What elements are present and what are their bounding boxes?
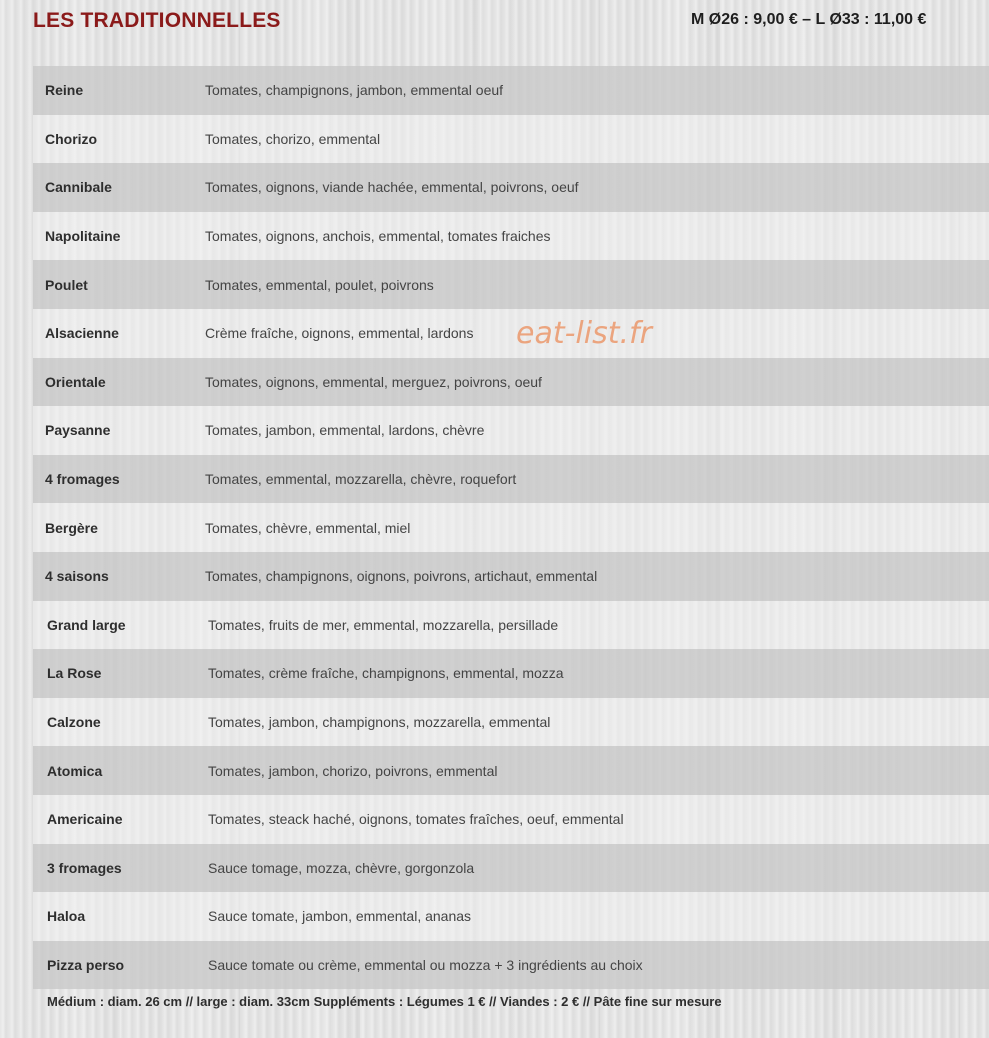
pizza-row <box>33 163 989 212</box>
pizza-name: Haloa <box>47 908 86 925</box>
pizza-ingredients: Tomates, fruits de mer, emmental, mozzarella, persillade <box>208 616 559 633</box>
pizza-row <box>33 358 989 407</box>
pizza-ingredients: Tomates, crème fraîche, champignons, emmental, mozza <box>208 665 564 682</box>
pizza-ingredients: Tomates, champignons, jambon, emmental oeuf <box>205 82 504 99</box>
pizza-row <box>33 115 989 164</box>
price-info: M Ø26 : 9,00 € – L Ø33 : 11,00 € <box>691 11 927 28</box>
pizza-row <box>33 795 989 844</box>
pizza-row <box>33 406 989 455</box>
footer-note: Médium : diam. 26 cm // large : diam. 33cm Suppléments : Légumes 1 € // Viandes : 2 € // Pâte fine sur mesure <box>47 994 722 1009</box>
watermark-logo: eat-list.fr <box>516 316 652 351</box>
pizza-name: Americaine <box>47 811 123 828</box>
pizza-ingredients: Tomates, jambon, emmental, lardons, chèvre <box>205 422 485 439</box>
pizza-ingredients: Tomates, oignons, anchois, emmental, tomates fraiches <box>205 228 551 245</box>
pizza-row <box>33 503 989 552</box>
pizza-ingredients: Tomates, oignons, viande hachée, emmental, poivrons, oeuf <box>205 179 579 196</box>
pizza-ingredients: Tomates, steack haché, oignons, tomates fraîches, oeuf, emmental <box>208 811 624 828</box>
pizza-name: Chorizo <box>45 130 98 147</box>
pizza-name: Pizza perso <box>47 956 125 973</box>
pizza-row <box>33 66 989 115</box>
pizza-name: Cannibale <box>45 179 112 196</box>
pizza-ingredients: Sauce tomage, mozza, chèvre, gorgonzola <box>208 859 475 876</box>
pizza-ingredients: Tomates, emmental, poulet, poivrons <box>205 276 434 293</box>
pizza-ingredients: Sauce tomate ou crème, emmental ou mozza + 3 ingrédients au choix <box>208 956 643 973</box>
pizza-name: 4 saisons <box>45 568 109 585</box>
pizza-ingredients: Tomates, chèvre, emmental, miel <box>205 519 411 536</box>
pizza-name: Poulet <box>45 276 88 293</box>
pizza-name: Orientale <box>45 373 106 390</box>
pizza-ingredients: Tomates, chorizo, emmental <box>205 130 381 147</box>
pizza-name: Reine <box>45 82 84 99</box>
pizza-ingredients: Tomates, oignons, emmental, merguez, poivrons, oeuf <box>205 373 542 390</box>
pizza-ingredients: Tomates, jambon, champignons, mozzarella, emmental <box>208 714 551 731</box>
pizza-menu-table <box>33 66 989 989</box>
pizza-row <box>33 309 989 358</box>
pizza-name: La Rose <box>47 665 102 682</box>
pizza-name: Calzone <box>47 714 101 731</box>
pizza-ingredients: Crème fraîche, oignons, emmental, lardons <box>205 325 474 342</box>
pizza-name: Atomica <box>47 762 103 779</box>
pizza-ingredients: Tomates, champignons, oignons, poivrons, artichaut, emmental <box>205 568 598 585</box>
pizza-name: Alsacienne <box>45 325 119 342</box>
pizza-row <box>33 941 989 990</box>
pizza-ingredients: Tomates, emmental, mozzarella, chèvre, roquefort <box>205 471 517 488</box>
pizza-name: 4 fromages <box>45 471 120 488</box>
pizza-ingredients: Sauce tomate, jambon, emmental, ananas <box>208 908 472 925</box>
pizza-row <box>33 844 989 893</box>
pizza-row <box>33 698 989 747</box>
pizza-name: Bergère <box>45 519 98 536</box>
pizza-row <box>33 212 989 261</box>
section-title: LES TRADITIONNELLES <box>33 9 281 32</box>
pizza-row <box>33 746 989 795</box>
pizza-row <box>33 260 989 309</box>
pizza-row <box>33 892 989 941</box>
pizza-row <box>33 649 989 698</box>
pizza-ingredients: Tomates, jambon, chorizo, poivrons, emmental <box>208 762 498 779</box>
pizza-row <box>33 455 989 504</box>
pizza-name: Napolitaine <box>45 228 121 245</box>
pizza-name: Paysanne <box>45 422 111 439</box>
pizza-name: Grand large <box>47 616 126 633</box>
pizza-row <box>33 601 989 650</box>
pizza-row <box>33 552 989 601</box>
pizza-name: 3 fromages <box>47 859 122 876</box>
